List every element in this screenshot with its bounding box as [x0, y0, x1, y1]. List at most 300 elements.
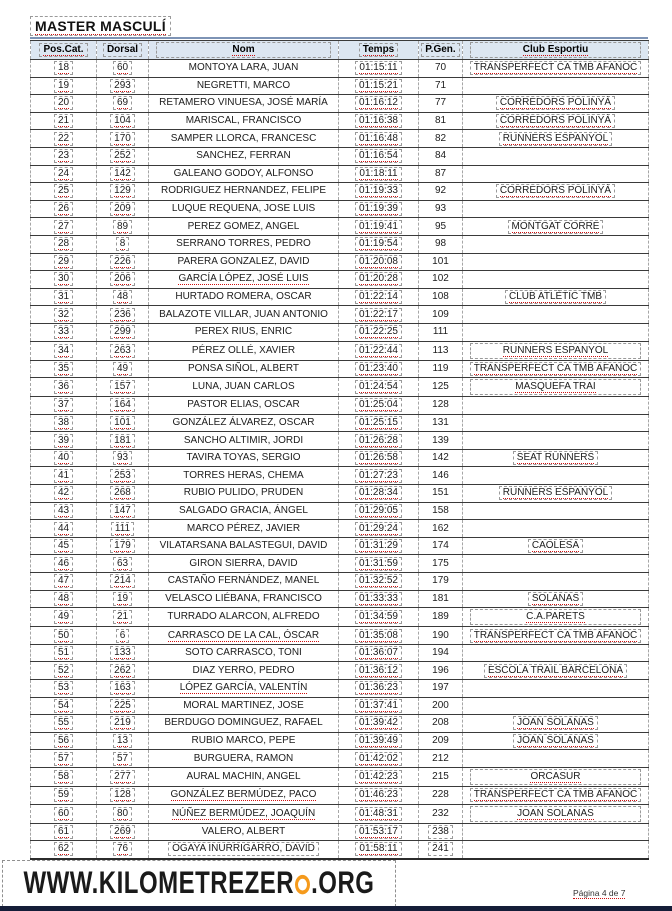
dorsal-cell: 60: [97, 60, 149, 78]
runner-name-cell: PÉREZ OLLÉ, XAVIER: [149, 341, 339, 360]
runner-name-cell: RODRIGUEZ HERNANDEZ, FELIPE: [149, 183, 339, 201]
dorsal-cell: 263: [97, 341, 149, 360]
club-cell: [463, 306, 649, 324]
club-cell: CORREDORS POLINYÀ: [463, 112, 649, 130]
pgen-cell: 228: [419, 786, 463, 804]
pos-cat-cell: 52: [31, 662, 97, 680]
pgen-cell: 238: [419, 823, 463, 841]
pgen-cell: 109: [419, 306, 463, 324]
table-row: [31, 397, 649, 415]
pgen-cell: 232: [419, 804, 463, 823]
dorsal-cell: 111: [97, 520, 149, 538]
runner-name-cell: SANCHEZ, FERRAN: [149, 147, 339, 165]
time-cell: 01:19:54: [339, 235, 419, 253]
time-cell: 01:26:28: [339, 432, 419, 450]
runner-name-cell: GALEANO GODOY, ALFONSO: [149, 165, 339, 183]
club-cell: JOAN SOLANAS: [463, 715, 649, 733]
pgen-cell: 197: [419, 680, 463, 698]
dorsal-cell: 163: [97, 680, 149, 698]
pgen-cell: 162: [419, 520, 463, 538]
time-cell: 01:27:23: [339, 467, 419, 485]
club-cell: [463, 253, 649, 271]
time-cell: 01:22:44: [339, 341, 419, 360]
pos-cat-cell: 21: [31, 112, 97, 130]
time-cell: 01:35:08: [339, 627, 419, 645]
pos-cat-cell: 27: [31, 218, 97, 236]
runner-name-cell: OGAYA INURRIGARRO, DAVID: [149, 841, 339, 859]
club-cell: [463, 697, 649, 715]
col-header-dorsal: [97, 41, 149, 60]
pgen-cell: 102: [419, 271, 463, 289]
col-header-temps-label: Temps: [362, 44, 395, 55]
table-row: [31, 414, 649, 432]
time-cell: 01:31:59: [339, 555, 419, 573]
club-cell: [463, 432, 649, 450]
pos-cat-cell: 56: [31, 732, 97, 750]
time-cell: 01:28:34: [339, 485, 419, 503]
dorsal-cell: 262: [97, 662, 149, 680]
col-header-temps: [339, 41, 419, 60]
time-cell: 01:24:54: [339, 378, 419, 397]
dorsal-cell: 101: [97, 414, 149, 432]
pgen-cell: 82: [419, 130, 463, 148]
runner-name-cell: PEREX RIUS, ENRIC: [149, 323, 339, 341]
time-cell: 01:19:39: [339, 200, 419, 218]
pgen-cell: 158: [419, 502, 463, 520]
dorsal-cell: 236: [97, 306, 149, 324]
club-cell: [463, 77, 649, 95]
pos-cat-cell: 18: [31, 60, 97, 78]
table-row: [31, 467, 649, 485]
pgen-cell: 128: [419, 397, 463, 415]
dorsal-cell: 225: [97, 697, 149, 715]
time-cell: 01:23:40: [339, 360, 419, 378]
pgen-cell: 98: [419, 235, 463, 253]
pgen-cell: 119: [419, 360, 463, 378]
time-cell: 01:15:11: [339, 60, 419, 78]
time-cell: 01:19:41: [339, 218, 419, 236]
col-header-nom-label: Nom: [232, 44, 255, 55]
table-row: [31, 323, 649, 341]
club-cell: ORCASUR: [463, 767, 649, 786]
club-cell: [463, 271, 649, 289]
dorsal-cell: 206: [97, 271, 149, 289]
runner-name-cell: PASTOR ELIAS, OSCAR: [149, 397, 339, 415]
pgen-cell: 208: [419, 715, 463, 733]
pgen-cell: 215: [419, 767, 463, 786]
table-row: [31, 218, 649, 236]
table-row: [31, 608, 649, 627]
runner-name-cell: NÚÑEZ BERMÚDEZ, JOAQUÍN: [149, 804, 339, 823]
pos-cat-cell: 51: [31, 644, 97, 662]
dorsal-cell: 19: [97, 590, 149, 608]
club-cell: [463, 823, 649, 841]
pos-cat-cell: 26: [31, 200, 97, 218]
time-cell: 01:36:23: [339, 680, 419, 698]
pos-cat-cell: 34: [31, 341, 97, 360]
dorsal-cell: 209: [97, 200, 149, 218]
time-cell: 01:33:33: [339, 590, 419, 608]
table-row: [31, 378, 649, 397]
pos-cat-cell: 48: [31, 590, 97, 608]
col-header-pos-cat-label: Pos.Cat.: [43, 44, 84, 55]
time-cell: 01:16:12: [339, 95, 419, 113]
pgen-cell: 179: [419, 573, 463, 591]
dorsal-cell: 268: [97, 485, 149, 503]
pos-cat-cell: 42: [31, 485, 97, 503]
time-cell: 01:25:04: [339, 397, 419, 415]
runner-name-cell: GONZÁLEZ ÁLVAREZ, OSCAR: [149, 414, 339, 432]
club-cell: SEAT RUNNERS: [463, 449, 649, 467]
logo-o-ring-icon: [295, 874, 310, 894]
pgen-cell: 92: [419, 183, 463, 201]
club-cell: JOAN SOLANAS: [463, 732, 649, 750]
table-row: [31, 271, 649, 289]
pgen-cell: 142: [419, 449, 463, 467]
footer-logo-right: .ORG: [311, 865, 375, 901]
page-title-wrap: [30, 16, 171, 36]
runner-name-cell: BURGUERA, RAMON: [149, 750, 339, 768]
pgen-cell: 101: [419, 253, 463, 271]
dorsal-cell: 104: [97, 112, 149, 130]
club-cell: CLUB ATLÈTIC TMB: [463, 288, 649, 306]
time-cell: 01:32:52: [339, 573, 419, 591]
table-row: [31, 786, 649, 804]
club-cell: [463, 467, 649, 485]
footer-logo: [24, 865, 375, 901]
dorsal-cell: 93: [97, 449, 149, 467]
time-cell: 01:36:12: [339, 662, 419, 680]
pgen-cell: 209: [419, 732, 463, 750]
runner-name-cell: RUBIO MARCO, PEPE: [149, 732, 339, 750]
col-header-dorsal-label: Dorsal: [106, 44, 139, 55]
runner-name-cell: AURAL MACHIN, ANGEL: [149, 767, 339, 786]
pos-cat-cell: 45: [31, 537, 97, 555]
club-cell: JOAN SOLANAS: [463, 804, 649, 823]
table-row: [31, 147, 649, 165]
runner-name-cell: SALGADO GRACIA, ÁNGEL: [149, 502, 339, 520]
runner-name-cell: GARCÍA LÓPEZ, JOSÉ LUIS: [149, 271, 339, 289]
time-cell: 01:16:54: [339, 147, 419, 165]
col-header-pgen: [419, 41, 463, 60]
dorsal-cell: 129: [97, 183, 149, 201]
dorsal-cell: 299: [97, 323, 149, 341]
pos-cat-cell: 24: [31, 165, 97, 183]
pos-cat-cell: 41: [31, 467, 97, 485]
runner-name-cell: GIRON SIERRA, DAVID: [149, 555, 339, 573]
results-table-body: [31, 60, 649, 859]
runner-name-cell: CASTAÑO FERNÁNDEZ, MANEL: [149, 573, 339, 591]
club-cell: [463, 555, 649, 573]
dorsal-cell: 179: [97, 537, 149, 555]
pgen-cell: 190: [419, 627, 463, 645]
runner-name-cell: LUQUE REQUENA, JOSE LUIS: [149, 200, 339, 218]
club-cell: [463, 502, 649, 520]
dorsal-cell: 21: [97, 608, 149, 627]
club-cell: [463, 323, 649, 341]
runner-name-cell: VELASCO LIÉBANA, FRANCISCO: [149, 590, 339, 608]
club-cell: MONTGAT CORRE: [463, 218, 649, 236]
runner-name-cell: MONTOYA LARA, JUAN: [149, 60, 339, 78]
pos-cat-cell: 39: [31, 432, 97, 450]
time-cell: 01:25:15: [339, 414, 419, 432]
time-cell: 01:36:07: [339, 644, 419, 662]
pgen-cell: 125: [419, 378, 463, 397]
table-row: [31, 60, 649, 78]
dorsal-cell: 147: [97, 502, 149, 520]
pos-cat-cell: 47: [31, 573, 97, 591]
pgen-cell: 108: [419, 288, 463, 306]
pos-cat-cell: 29: [31, 253, 97, 271]
club-cell: CAOLESA: [463, 537, 649, 555]
pos-cat-cell: 59: [31, 786, 97, 804]
pgen-cell: 181: [419, 590, 463, 608]
pos-cat-cell: 36: [31, 378, 97, 397]
runner-name-cell: PARERA GONZALEZ, DAVID: [149, 253, 339, 271]
pgen-cell: 84: [419, 147, 463, 165]
time-cell: 01:58:11: [339, 841, 419, 859]
table-row: [31, 235, 649, 253]
table-row: [31, 485, 649, 503]
table-row: [31, 520, 649, 538]
pgen-cell: 113: [419, 341, 463, 360]
table-row: [31, 183, 649, 201]
club-cell: [463, 573, 649, 591]
pgen-cell: 196: [419, 662, 463, 680]
dorsal-cell: 80: [97, 804, 149, 823]
table-row: [31, 360, 649, 378]
runner-name-cell: MARCO PÉREZ, JAVIER: [149, 520, 339, 538]
time-cell: 01:20:28: [339, 271, 419, 289]
runner-name-cell: PEREZ GOMEZ, ANGEL: [149, 218, 339, 236]
pos-cat-cell: 40: [31, 449, 97, 467]
table-row: [31, 537, 649, 555]
dorsal-cell: 13: [97, 732, 149, 750]
runner-name-cell: VALERO, ALBERT: [149, 823, 339, 841]
table-row: [31, 697, 649, 715]
pgen-cell: 146: [419, 467, 463, 485]
dorsal-cell: 253: [97, 467, 149, 485]
dorsal-cell: 170: [97, 130, 149, 148]
table-row: [31, 750, 649, 768]
dorsal-cell: 57: [97, 750, 149, 768]
pos-cat-cell: 38: [31, 414, 97, 432]
pos-cat-cell: 30: [31, 271, 97, 289]
time-cell: 01:22:17: [339, 306, 419, 324]
runner-name-cell: CARRASCO DE LA CAL, ÓSCAR: [149, 627, 339, 645]
pos-cat-cell: 61: [31, 823, 97, 841]
pgen-cell: 77: [419, 95, 463, 113]
table-row: [31, 341, 649, 360]
runner-name-cell: GONZÁLEZ BERMÚDEZ, PACO: [149, 786, 339, 804]
dorsal-cell: 157: [97, 378, 149, 397]
pos-cat-cell: 23: [31, 147, 97, 165]
pos-cat-cell: 46: [31, 555, 97, 573]
pos-cat-cell: 60: [31, 804, 97, 823]
club-cell: [463, 200, 649, 218]
pos-cat-cell: 19: [31, 77, 97, 95]
results-table-header: [31, 41, 649, 60]
club-cell: TRANSPERFECT CA TMB AFANOC: [463, 786, 649, 804]
pgen-cell: 174: [419, 537, 463, 555]
table-row: [31, 200, 649, 218]
results-table: [30, 40, 649, 860]
time-cell: 01:22:25: [339, 323, 419, 341]
pos-cat-cell: 31: [31, 288, 97, 306]
table-row: [31, 432, 649, 450]
page-number: [573, 888, 625, 898]
time-cell: 01:46:23: [339, 786, 419, 804]
pos-cat-cell: 43: [31, 502, 97, 520]
club-cell: C.A.PARETS: [463, 608, 649, 627]
club-cell: ESCOLA TRAIL BARCELONA: [463, 662, 649, 680]
runner-name-cell: BERDUGO DOMINGUEZ, RAFAEL: [149, 715, 339, 733]
time-cell: 01:22:14: [339, 288, 419, 306]
runner-name-cell: SERRANO TORRES, PEDRO: [149, 235, 339, 253]
table-row: [31, 502, 649, 520]
club-cell: TRANSPERFECT CA TMB AFANOC: [463, 627, 649, 645]
time-cell: 01:18:11: [339, 165, 419, 183]
footer-logo-box: [2, 860, 396, 907]
pos-cat-cell: 49: [31, 608, 97, 627]
club-cell: [463, 644, 649, 662]
table-row: [31, 288, 649, 306]
pos-cat-cell: 33: [31, 323, 97, 341]
pgen-cell: 200: [419, 697, 463, 715]
table-row: [31, 95, 649, 113]
runner-name-cell: SOTO CARRASCO, TONI: [149, 644, 339, 662]
runner-name-cell: HURTADO ROMERA, OSCAR: [149, 288, 339, 306]
club-cell: [463, 147, 649, 165]
runner-name-cell: SAMPER LLORCA, FRANCESC: [149, 130, 339, 148]
pgen-cell: 93: [419, 200, 463, 218]
pos-cat-cell: 54: [31, 697, 97, 715]
dorsal-cell: 214: [97, 573, 149, 591]
table-row: [31, 841, 649, 859]
table-row: [31, 662, 649, 680]
page-title-text: MASTER MASCULÍ: [35, 18, 166, 34]
club-cell: [463, 235, 649, 253]
col-header-club: [463, 41, 649, 60]
runner-name-cell: MARISCAL, FRANCISCO: [149, 112, 339, 130]
club-cell: SOLANAS: [463, 590, 649, 608]
table-row: [31, 590, 649, 608]
time-cell: 01:26:58: [339, 449, 419, 467]
title-rule: [30, 37, 648, 39]
time-cell: 01:16:38: [339, 112, 419, 130]
table-row: [31, 715, 649, 733]
dorsal-cell: 277: [97, 767, 149, 786]
dorsal-cell: 181: [97, 432, 149, 450]
pos-cat-cell: 32: [31, 306, 97, 324]
runner-name-cell: SANCHO ALTIMIR, JORDI: [149, 432, 339, 450]
club-cell: RUNNERS ESPANYOL: [463, 130, 649, 148]
pgen-cell: 189: [419, 608, 463, 627]
table-row: [31, 130, 649, 148]
runner-name-cell: MORAL MARTINEZ, JOSE: [149, 697, 339, 715]
pgen-cell: 71: [419, 77, 463, 95]
runner-name-cell: VILATARSANA BALASTEGUI, DAVID: [149, 537, 339, 555]
pgen-cell: 70: [419, 60, 463, 78]
pgen-cell: 212: [419, 750, 463, 768]
dorsal-cell: 76: [97, 841, 149, 859]
dorsal-cell: 142: [97, 165, 149, 183]
pgen-cell: 139: [419, 432, 463, 450]
runner-name-cell: RETAMERO VINUESA, JOSÉ MARÍA: [149, 95, 339, 113]
pgen-cell: 87: [419, 165, 463, 183]
pos-cat-cell: 55: [31, 715, 97, 733]
pgen-cell: 111: [419, 323, 463, 341]
time-cell: 01:48:31: [339, 804, 419, 823]
pos-cat-cell: 62: [31, 841, 97, 859]
col-header-club-label: Club Esportiu: [522, 44, 589, 55]
dorsal-cell: 252: [97, 147, 149, 165]
time-cell: 01:34:59: [339, 608, 419, 627]
club-cell: TRANSPERFECT CA TMB AFANOC: [463, 360, 649, 378]
table-row: [31, 253, 649, 271]
dorsal-cell: 69: [97, 95, 149, 113]
pos-cat-cell: 20: [31, 95, 97, 113]
table-row: [31, 644, 649, 662]
header-row: [31, 41, 649, 60]
club-cell: RUNNERS ESPANYOL: [463, 341, 649, 360]
footer-logo-left: WWW.KILOMETREZER: [23, 865, 295, 901]
club-cell: [463, 520, 649, 538]
dorsal-cell: 219: [97, 715, 149, 733]
pos-cat-cell: 35: [31, 360, 97, 378]
runner-name-cell: TURRADO ALARCON, ALFREDO: [149, 608, 339, 627]
table-row: [31, 804, 649, 823]
pos-cat-cell: 25: [31, 183, 97, 201]
dorsal-cell: 128: [97, 786, 149, 804]
pgen-cell: 81: [419, 112, 463, 130]
club-cell: CORREDORS POLINYÀ: [463, 183, 649, 201]
page-number-text: Página 4 de 7: [573, 888, 626, 898]
dorsal-cell: 269: [97, 823, 149, 841]
dorsal-cell: 164: [97, 397, 149, 415]
runner-name-cell: DIAZ YERRO, PEDRO: [149, 662, 339, 680]
time-cell: 01:19:33: [339, 183, 419, 201]
time-cell: 01:15:21: [339, 77, 419, 95]
table-row: [31, 680, 649, 698]
pos-cat-cell: 58: [31, 767, 97, 786]
club-cell: RUNNERS ESPANYOL: [463, 485, 649, 503]
runner-name-cell: TORRES HERAS, CHEMA: [149, 467, 339, 485]
runner-name-cell: TAVIRA TOYAS, SERGIO: [149, 449, 339, 467]
time-cell: 01:20:08: [339, 253, 419, 271]
table-row: [31, 449, 649, 467]
pgen-cell: 95: [419, 218, 463, 236]
page-title: [30, 16, 171, 36]
pgen-cell: 131: [419, 414, 463, 432]
dorsal-cell: 6: [97, 627, 149, 645]
dorsal-cell: 89: [97, 218, 149, 236]
runner-name-cell: RUBIO PULIDO, PRUDEN: [149, 485, 339, 503]
table-row: [31, 767, 649, 786]
club-cell: TRANSPERFECT CA TMB AFANOC: [463, 60, 649, 78]
dorsal-cell: 226: [97, 253, 149, 271]
col-header-pos-cat: [31, 41, 97, 60]
time-cell: 01:29:05: [339, 502, 419, 520]
club-cell: [463, 165, 649, 183]
time-cell: 01:16:48: [339, 130, 419, 148]
time-cell: 01:42:02: [339, 750, 419, 768]
club-cell: [463, 750, 649, 768]
pos-cat-cell: 53: [31, 680, 97, 698]
pos-cat-cell: 37: [31, 397, 97, 415]
table-row: [31, 627, 649, 645]
bottom-bar: [0, 906, 672, 911]
